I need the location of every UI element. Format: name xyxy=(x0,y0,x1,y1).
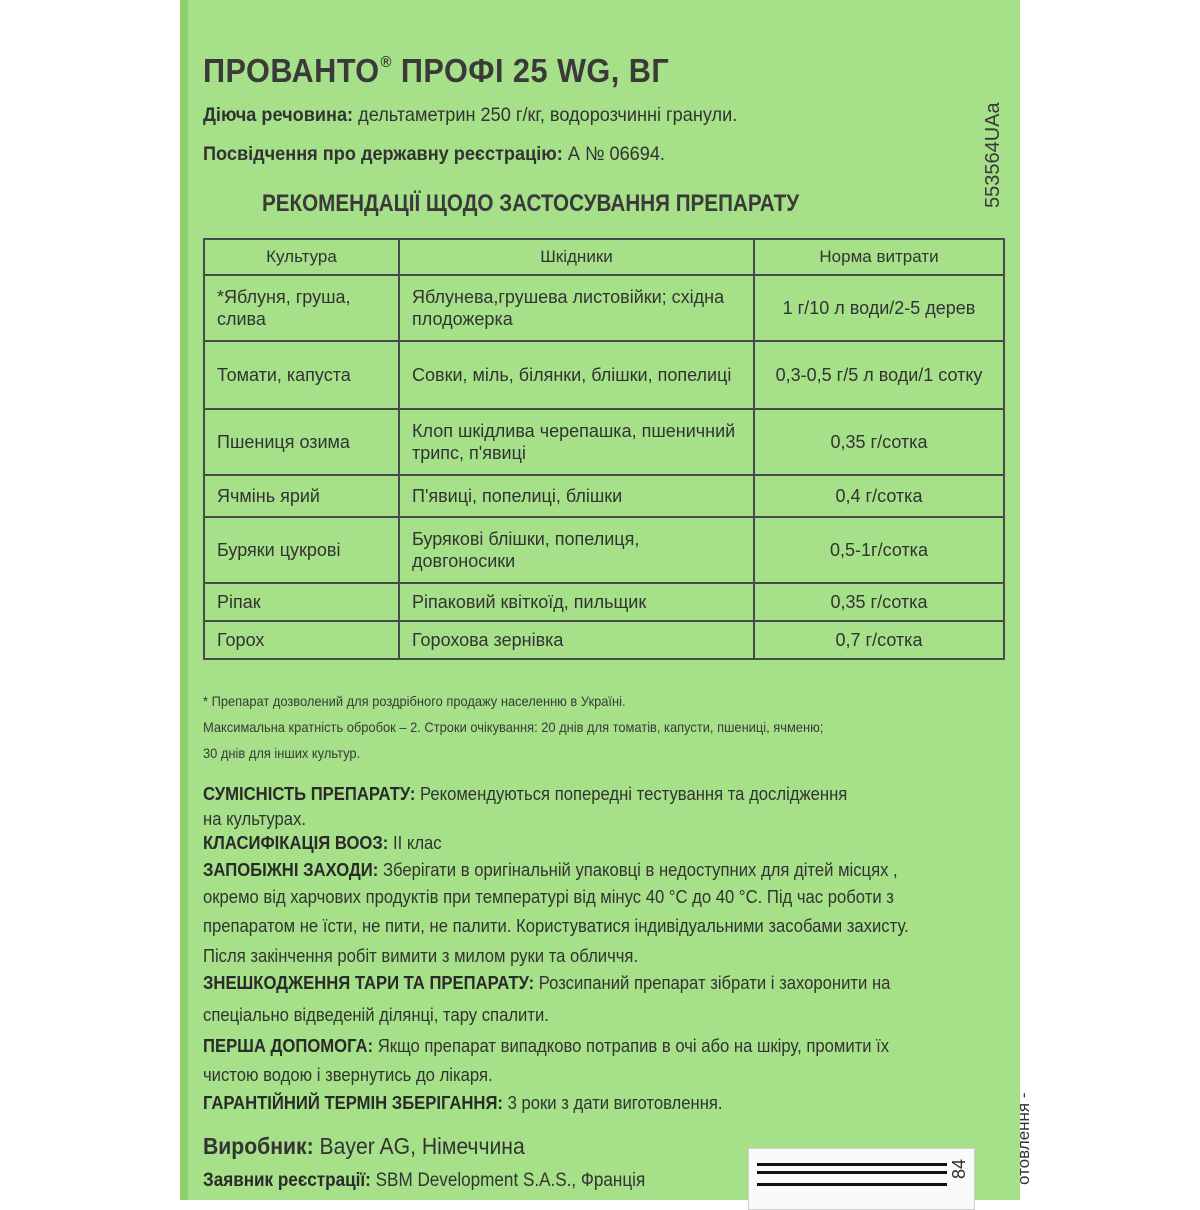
table-header-row xyxy=(204,239,1004,275)
cell-rate: 1 г/10 л води/2-5 дерев xyxy=(754,275,1004,341)
cell-pests: Клоп шкідлива черепашка, пшеничний трипс, п'явиці xyxy=(399,409,754,475)
first-aid-line-2: чистою водою і звернутись до лікаря. xyxy=(203,1064,493,1085)
recommendations-heading: РЕКОМЕНДАЦІЇ ЩОДО ЗАСТОСУВАННЯ ПРЕПАРАТУ xyxy=(262,190,800,217)
cell-crop: Ячмінь ярий xyxy=(204,475,399,517)
barcode-bar xyxy=(757,1171,947,1174)
cell-crop: Пшениця озима xyxy=(204,409,399,475)
cell-pests: Горохова зернівка xyxy=(399,621,754,659)
disposal-line-2: спеціально відведеній ділянці, тару спалити. xyxy=(203,1004,549,1025)
cell-rate: 0,7 г/сотка xyxy=(754,621,1004,659)
side-date-text: отовлення - xyxy=(1014,1092,1033,1185)
applicant-line: Заявник реєстрації: SBM Development S.A.S., Франція xyxy=(203,1170,646,1191)
table-row xyxy=(204,409,1004,475)
first-aid-line: ПЕРША ДОПОМОГА: Якщо препарат випадково потрапив в очі або на шкіру, промити їх xyxy=(203,1035,890,1056)
side-product-code: 553564UAa xyxy=(982,102,1004,208)
cell-rate: 0,35 г/сотка xyxy=(754,583,1004,621)
compatibility-line: СУМІСНІСТЬ ПРЕПАРАТУ: Рекомендуються попередні тестування та дослідження xyxy=(203,783,848,804)
cell-crop: Ріпак xyxy=(204,583,399,621)
precautions-line: ЗАПОБІЖНІ ЗАХОДИ: Зберігати в оригінальній упаковці в недоступних для дітей місцях , xyxy=(203,859,898,880)
barcode-bar xyxy=(757,1183,947,1186)
precautions-line-2: окремо від харчових продуктів при температурі від мінус 40 °С до 40 °С. Під час роботи з xyxy=(203,886,894,907)
cell-pests: Совки, міль, білянки, блішки, попелиці xyxy=(399,341,754,409)
barcode-bar xyxy=(757,1163,947,1166)
column-header-rate: Норма витрати xyxy=(754,239,1004,275)
cell-crop: Буряки цукрові xyxy=(204,517,399,583)
precautions-line-3: препаратом не їсти, не пити, не палити. Користуватися індивідуальними засобами захисту. xyxy=(203,915,909,936)
table-row xyxy=(204,621,1004,659)
cell-crop: *Яблуня, груша, слива xyxy=(204,275,399,341)
cell-rate: 0,35 г/сотка xyxy=(754,409,1004,475)
cell-pests: Ріпаковий квіткоїд, пильщик xyxy=(399,583,754,621)
cell-pests: Яблунева,грушева листовійки; східна плодожерка xyxy=(399,275,754,341)
table-row xyxy=(204,583,1004,621)
table-row xyxy=(204,275,1004,341)
product-title: ПРОВАНТО® ПРОФІ 25 WG, ВГ xyxy=(203,52,670,89)
column-header-crop: Культура xyxy=(204,239,399,275)
table-row xyxy=(204,475,1004,517)
column-header-pests: Шкідники xyxy=(399,239,754,275)
cell-rate: 0,5-1г/сотка xyxy=(754,517,1004,583)
registered-mark: ® xyxy=(380,54,392,71)
recommendations-table xyxy=(203,238,1005,660)
registration-line: Посвідчення про державну реєстрацію: А № 06694. xyxy=(203,143,665,165)
active-substance-line: Діюча речовина: дельтаметрин 250 г/кг, водорозчинні гранули. xyxy=(203,104,738,126)
footnote-1: * Препарат дозволений для роздрібного продажу населенню в Україні. xyxy=(203,693,626,709)
disposal-line: ЗНЕШКОДЖЕННЯ ТАРИ ТА ПРЕПАРАТУ: Розсипаний препарат зібрати і захоронити на xyxy=(203,972,891,993)
manufacturer-line: Виробник: Bayer AG, Німеччина xyxy=(203,1133,525,1159)
table-row xyxy=(204,517,1004,583)
cell-rate: 0,4 г/сотка xyxy=(754,475,1004,517)
compatibility-line-2: на культурах. xyxy=(203,808,307,829)
barcode-area xyxy=(748,1148,975,1210)
footnote-3: 30 днів для інших культур. xyxy=(203,745,361,761)
classification-line: КЛАСИФІКАЦІЯ ВООЗ: ІІ клас xyxy=(203,832,442,853)
cell-rate: 0,3-0,5 г/5 л води/1 сотку xyxy=(754,341,1004,409)
warranty-line: ГАРАНТІЙНИЙ ТЕРМІН ЗБЕРІГАННЯ: 3 роки з дати виготовлення. xyxy=(203,1092,723,1113)
cell-pests: Бурякові блішки, попелиця, довгоносики xyxy=(399,517,754,583)
cell-crop: Горох xyxy=(204,621,399,659)
cell-crop: Томати, капуста xyxy=(204,341,399,409)
table-row xyxy=(204,341,1004,409)
precautions-line-4: Після закінчення робіт вимити з милом руки та обличчя. xyxy=(203,945,639,966)
footnote-2: Максимальна кратність обробок – 2. Строки очікування: 20 днів для томатів, капусти, пшениці, ячменю; xyxy=(203,719,824,735)
cell-pests: П'явиці, попелиці, блішки xyxy=(399,475,754,517)
label-edge xyxy=(180,0,188,1200)
barcode-digits: 84 xyxy=(949,1158,969,1179)
